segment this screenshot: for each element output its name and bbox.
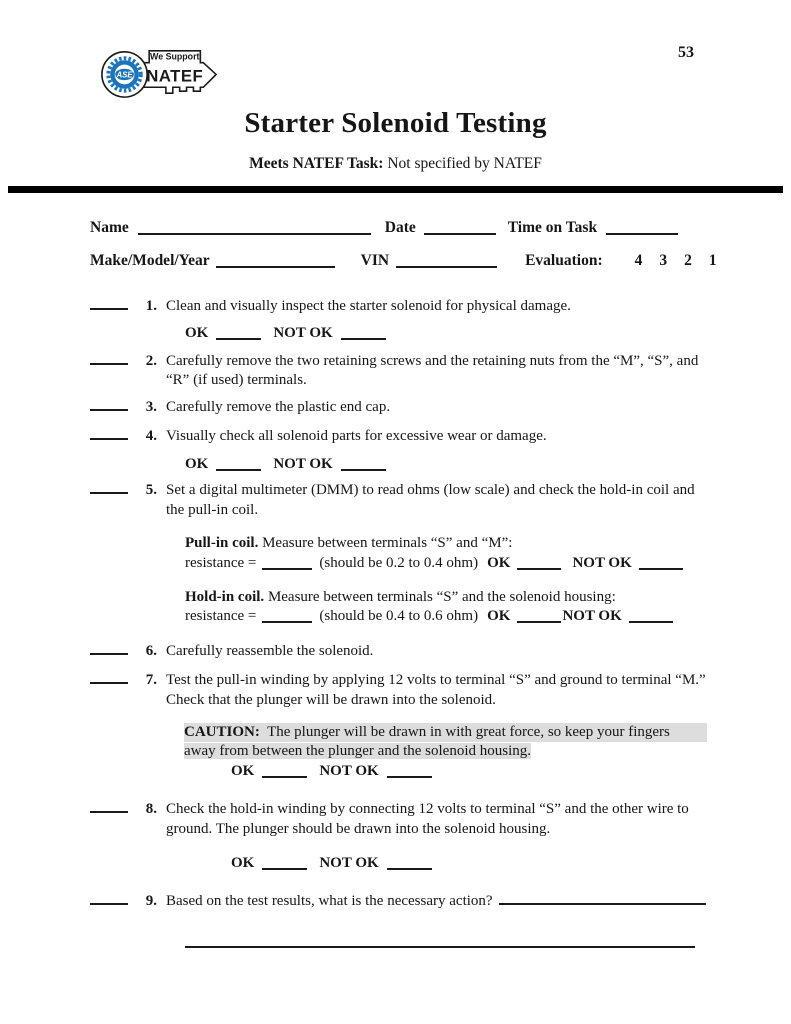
- caution-text-2: away from between the plunger and the solenoid housing.: [184, 743, 531, 760]
- time-on-task-blank: [606, 220, 678, 235]
- ok-blank: [262, 763, 307, 778]
- step-8-check-blank: [90, 798, 128, 813]
- step-7-number: 7.: [145, 672, 157, 689]
- resistance-label: resistance =: [185, 608, 257, 625]
- name-label: Name: [90, 219, 129, 236]
- divider: [8, 186, 783, 193]
- evaluation-score-1: 1: [708, 252, 717, 270]
- caution-line-1: [184, 723, 707, 743]
- ase-text: ASE: [116, 70, 133, 80]
- step-2-text: Carefully remove the two retaining screws and the retaining nuts from the “M”, “S”, and “R” (if used) terminals.: [166, 352, 699, 389]
- step-7-ok-line: [231, 762, 791, 782]
- natef-text: NATEF: [146, 66, 204, 86]
- step-4-number: 4.: [145, 427, 157, 444]
- evaluation-label: Evaluation:: [525, 252, 603, 270]
- step-4: [90, 425, 791, 447]
- date-label: Date: [384, 219, 416, 236]
- page-title: Starter Solenoid Testing: [244, 107, 547, 139]
- caution-label: CAUTION:: [184, 723, 260, 740]
- step-9: [90, 890, 791, 912]
- hold-in-coil-desc: Measure between terminals “S” and the solenoid housing:: [267, 588, 616, 605]
- meets-natef-task-value: Not specified by NATEF: [387, 155, 542, 172]
- step-5-text: Set a digital multimeter (DMM) to read ohms (low scale) and check the hold-in coil and the pull-in coil.: [166, 482, 695, 519]
- caution-note: [184, 723, 707, 762]
- we-support-text: We Support: [150, 51, 200, 62]
- resistance-spec: (should be 0.2 to 0.4 ohm): [319, 554, 479, 571]
- evaluation-score-4: 4: [634, 252, 643, 270]
- step-2-number: 2.: [145, 352, 157, 369]
- ok-label: OK: [487, 608, 511, 625]
- ok-label: OK: [185, 324, 209, 341]
- step-6: [90, 640, 791, 662]
- ok-blank: [216, 456, 261, 471]
- step-3-number: 3.: [145, 399, 157, 416]
- step-2-check-blank: [90, 350, 128, 365]
- step-1-text: Clean and visually inspect the starter solenoid for physical damage.: [166, 297, 571, 314]
- not-ok-blank: [387, 855, 432, 870]
- make-model-year-blank: [216, 253, 335, 268]
- name-blank: [138, 220, 371, 235]
- step-1: [90, 295, 791, 317]
- step-6-text: Carefully reassemble the solenoid.: [166, 643, 374, 660]
- caution-text-1: The plunger will be drawn in with great force, so keep your fingers: [267, 723, 670, 740]
- ok-label: OK: [231, 762, 255, 779]
- step-7: [90, 669, 791, 711]
- not-ok-blank: [387, 763, 432, 778]
- student-info-row: [90, 218, 791, 238]
- step-3: [90, 396, 791, 418]
- evaluation-score-3: 3: [659, 252, 668, 270]
- vehicle-info-row: [90, 251, 791, 271]
- pull-in-coil-desc-line: [185, 534, 712, 554]
- not-ok-label: NOT OK: [273, 324, 333, 341]
- not-ok-blank: [629, 608, 673, 623]
- necessary-action-blank: [499, 890, 706, 905]
- step-4-ok-line: [185, 455, 791, 475]
- not-ok-blank: [341, 456, 386, 471]
- step-9-text: Based on the test results, what is the necessary action?: [166, 892, 493, 909]
- make-model-year-label: Make/Model/Year: [90, 252, 210, 270]
- not-ok-label: NOT OK: [562, 608, 622, 625]
- step-4-check-blank: [90, 425, 128, 440]
- worksheet-body: [0, 218, 791, 951]
- hold-in-coil-test: [185, 588, 712, 628]
- ok-blank: [517, 555, 561, 570]
- step-8-ok-line: [231, 854, 791, 874]
- hold-in-coil-measure-line: [185, 607, 712, 627]
- step-1-ok-line: [185, 324, 791, 344]
- ok-blank: [216, 325, 261, 340]
- resistance-spec: (should be 0.4 to 0.6 ohm): [319, 608, 479, 625]
- evaluation-score-2: 2: [684, 252, 692, 270]
- hold-in-coil-desc-line: [185, 588, 712, 608]
- step-1-check-blank: [90, 295, 128, 310]
- time-on-task-label: Time on Task: [507, 219, 598, 236]
- not-ok-label: NOT OK: [319, 762, 379, 779]
- vin-label: VIN: [360, 252, 390, 270]
- step-8: [90, 798, 791, 840]
- not-ok-blank: [639, 555, 683, 570]
- pull-in-coil-title: Pull-in coil.: [185, 535, 259, 552]
- meets-natef-task: [0, 155, 791, 173]
- step-1-number: 1.: [145, 297, 157, 314]
- meets-natef-task-label: Meets NATEF Task:: [249, 155, 384, 172]
- step-6-check-blank: [90, 640, 128, 655]
- date-blank: [424, 220, 496, 235]
- ok-blank: [262, 855, 307, 870]
- hold-in-coil-title: Hold-in coil.: [185, 588, 265, 605]
- pull-in-coil-test: [185, 534, 712, 574]
- step-4-text: Visually check all solenoid parts for excessive wear or damage.: [166, 427, 547, 444]
- ok-label: OK: [185, 455, 209, 472]
- ok-blank: [517, 608, 561, 623]
- pull-in-coil-measure-line: [185, 554, 712, 574]
- page-number: 53: [678, 44, 694, 61]
- step-7-text: Test the pull-in winding by applying 12 volts to terminal “S” and ground to terminal “M.” Check that the plunger will be drawn into the solenoid.: [166, 672, 706, 708]
- step-6-number: 6.: [145, 643, 157, 660]
- step-8-text: Check the hold-in winding by connecting 12 volts to terminal “S” and the other wire to ground. The plunger should be drawn into the solenoid housing.: [166, 801, 689, 838]
- ok-label: OK: [487, 554, 511, 571]
- resistance-blank: [262, 555, 312, 570]
- natef-key-logo-icon: [97, 41, 221, 104]
- not-ok-blank: [341, 325, 386, 340]
- resistance-blank: [262, 608, 312, 623]
- step-7-check-blank: [90, 669, 128, 684]
- step-5: [90, 479, 791, 521]
- ok-label: OK: [231, 855, 255, 872]
- natef-logo: [97, 41, 221, 104]
- answer-continuation-line: [185, 932, 791, 952]
- step-9-text-line: [166, 890, 706, 912]
- step-8-number: 8.: [145, 801, 157, 818]
- step-2: [90, 350, 791, 392]
- step-9-check-blank: [90, 890, 128, 905]
- step-3-check-blank: [90, 396, 128, 411]
- not-ok-label: NOT OK: [273, 455, 333, 472]
- not-ok-label: NOT OK: [572, 554, 632, 571]
- pull-in-coil-desc: Measure between terminals “S” and “M”:: [262, 535, 513, 552]
- step-5-check-blank: [90, 479, 128, 494]
- step-5-number: 5.: [145, 482, 157, 499]
- not-ok-label: NOT OK: [319, 855, 379, 872]
- answer-blank: [185, 933, 695, 948]
- vin-blank: [396, 253, 497, 268]
- step-9-number: 9.: [145, 892, 157, 909]
- step-3-text: Carefully remove the plastic end cap.: [166, 399, 391, 416]
- resistance-label: resistance =: [185, 554, 257, 571]
